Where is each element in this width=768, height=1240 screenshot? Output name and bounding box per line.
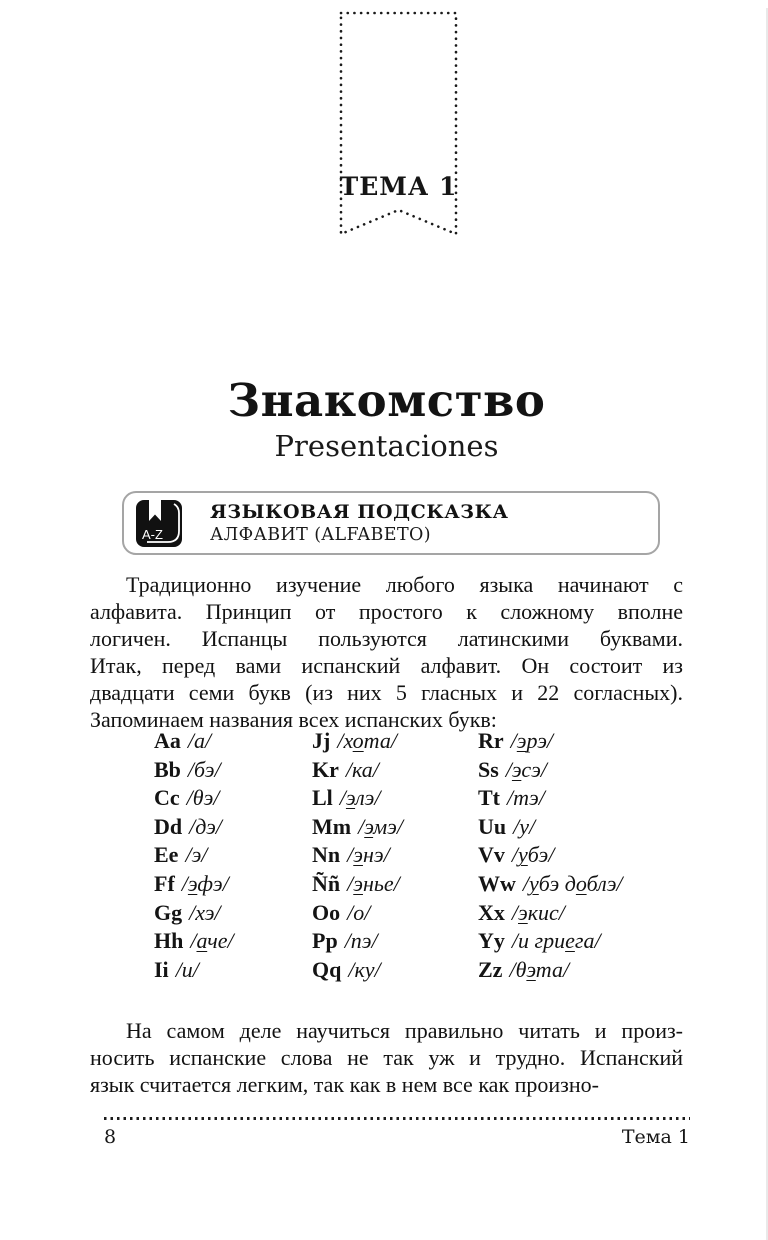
alphabet-entry — [154, 899, 312, 928]
hint-subtitle: АЛФАВИТ (ALFABETO) — [210, 525, 432, 545]
alphabet-entry — [312, 899, 478, 928]
letter: Nn — [312, 842, 341, 868]
alphabet-entry — [478, 813, 623, 842]
text-line: логичен. Испанцы пользуются латинскими буквами. — [90, 626, 683, 651]
letter: Xx — [478, 899, 505, 925]
alphabet-entry — [312, 813, 478, 842]
letter: Rr — [478, 728, 504, 753]
letter: Ee — [154, 842, 179, 868]
ribbon-dotted-outline — [339, 0, 458, 244]
letter: Mm — [312, 813, 352, 839]
letter: Tt — [478, 785, 500, 811]
letter: Vv — [478, 842, 505, 868]
alphabet-entry — [312, 727, 478, 756]
letter-name: /дэ/ — [189, 813, 222, 839]
alphabet-entry — [478, 870, 623, 899]
alphabet-entry — [312, 784, 478, 813]
letter: Uu — [478, 813, 507, 839]
letter-name: /э/ — [185, 842, 208, 868]
letter-name: /убэ доблэ/ — [522, 870, 623, 896]
letter-name: /энэ/ — [347, 842, 390, 868]
text-line: Традиционно изучение любого языка начинают с — [126, 572, 683, 597]
intro-paragraph — [90, 571, 683, 733]
chapter-ribbon — [339, 0, 458, 244]
alphabet-entry — [154, 927, 312, 956]
alphabet-entry — [478, 956, 623, 985]
letter-name: /ка/ — [345, 756, 379, 782]
alphabet-entry — [478, 927, 623, 956]
alphabet-column — [154, 727, 312, 984]
letter: Ss — [478, 756, 499, 782]
page-footer — [104, 1126, 690, 1148]
letter-name: /θэ/ — [186, 785, 220, 811]
text-line: алфавита. Принцип от простого к сложному вполне — [90, 599, 683, 624]
letter: Ww — [478, 870, 516, 896]
letter: Ii — [154, 956, 169, 982]
letter-name: /ку/ — [348, 956, 381, 982]
alphabet-entry — [154, 784, 312, 813]
letter-name: /а/ — [187, 728, 212, 753]
letter: Hh — [154, 928, 184, 954]
footer-section-label: Тема 1 — [621, 1126, 690, 1148]
letter-name: /и/ — [175, 956, 199, 982]
letter-name: /пэ/ — [344, 928, 378, 954]
letter-name: /эфэ/ — [181, 870, 229, 896]
alphabet-column — [312, 727, 478, 984]
letter-name: /θэта/ — [509, 956, 570, 982]
alphabet-entry — [478, 899, 623, 928]
alphabet-entry — [312, 927, 478, 956]
text-line: На самом деле научиться правильно читать и произ- — [126, 1018, 683, 1043]
letter: Yy — [478, 928, 505, 954]
letter-name: /у/ — [513, 813, 536, 839]
letter-name: /энье/ — [347, 870, 400, 896]
letter: Aa — [154, 728, 181, 753]
text-line: двадцати семи букв (из них 5 гласных и 22 согласных). — [90, 680, 683, 705]
language-hint-box — [122, 491, 660, 555]
letter: Dd — [154, 813, 183, 839]
chapter-title: Знакомство — [227, 374, 546, 427]
letter-name: /экис/ — [511, 899, 565, 925]
text-line: Запоминаем названия всех испанских букв: — [90, 707, 497, 732]
alphabet-entry — [478, 756, 623, 785]
text-line: Итак, перед вами испанский алфавит. Он состоит из — [90, 653, 683, 678]
alphabet-entry — [312, 956, 478, 985]
alphabet-entry — [478, 784, 623, 813]
letter: Bb — [154, 756, 181, 782]
alphabet-entry — [312, 841, 478, 870]
letter: Oo — [312, 899, 341, 925]
letter: Ff — [154, 870, 175, 896]
alphabet-entry — [312, 870, 478, 899]
alphabet-entry — [154, 813, 312, 842]
letter-name: /убэ/ — [511, 842, 555, 868]
letter-name: /и гриега/ — [511, 928, 601, 954]
letter-name: /хэ/ — [189, 899, 221, 925]
dictionary-book-icon — [135, 499, 184, 548]
letter-name: /элэ/ — [339, 785, 381, 811]
alphabet-entry — [154, 870, 312, 899]
letter-name: /тэ/ — [507, 785, 545, 811]
hint-title: ЯЗЫКОВАЯ ПОДСКАЗКА — [210, 501, 509, 523]
letter-name: /аче/ — [190, 928, 234, 954]
footer-divider — [104, 1117, 690, 1120]
letter: Pp — [312, 928, 338, 954]
alphabet-entry — [478, 727, 623, 756]
alphabet-table — [90, 727, 710, 984]
letter: Kr — [312, 756, 339, 782]
letter-name: /о/ — [347, 899, 371, 925]
letter: Ll — [312, 785, 333, 811]
chapter-subtitle: Presentaciones — [274, 429, 499, 463]
letter-name: /эрэ/ — [510, 728, 554, 753]
alphabet-entry — [154, 841, 312, 870]
alphabet-entry — [154, 756, 312, 785]
alphabet-entry — [312, 756, 478, 785]
alphabet-entry — [154, 956, 312, 985]
outro-paragraph — [90, 1017, 683, 1098]
letter-name: /эмэ/ — [358, 813, 403, 839]
letter-name: /хота/ — [337, 728, 397, 753]
letter: Jj — [312, 728, 331, 753]
letter-name: /эсэ/ — [505, 756, 547, 782]
alphabet-column — [478, 727, 623, 984]
alphabet-entry — [154, 727, 312, 756]
letter: Zz — [478, 956, 503, 982]
icon-az-label: A-Z — [142, 526, 163, 542]
alphabet-entry — [478, 841, 623, 870]
page-number: 8 — [104, 1126, 117, 1148]
text-line: носить испанские слова не так уж и трудно. Испанский — [90, 1045, 683, 1070]
letter: Qq — [312, 956, 342, 982]
text-line: язык считается легким, так как в нем все как произно- — [90, 1072, 599, 1097]
hint-text-block — [210, 500, 509, 546]
letter-name: /бэ/ — [187, 756, 221, 782]
chapter-ribbon-label: ТЕМА 1 — [339, 172, 458, 201]
letter: Cc — [154, 785, 180, 811]
letter: Ññ — [312, 870, 341, 896]
letter: Gg — [154, 899, 183, 925]
